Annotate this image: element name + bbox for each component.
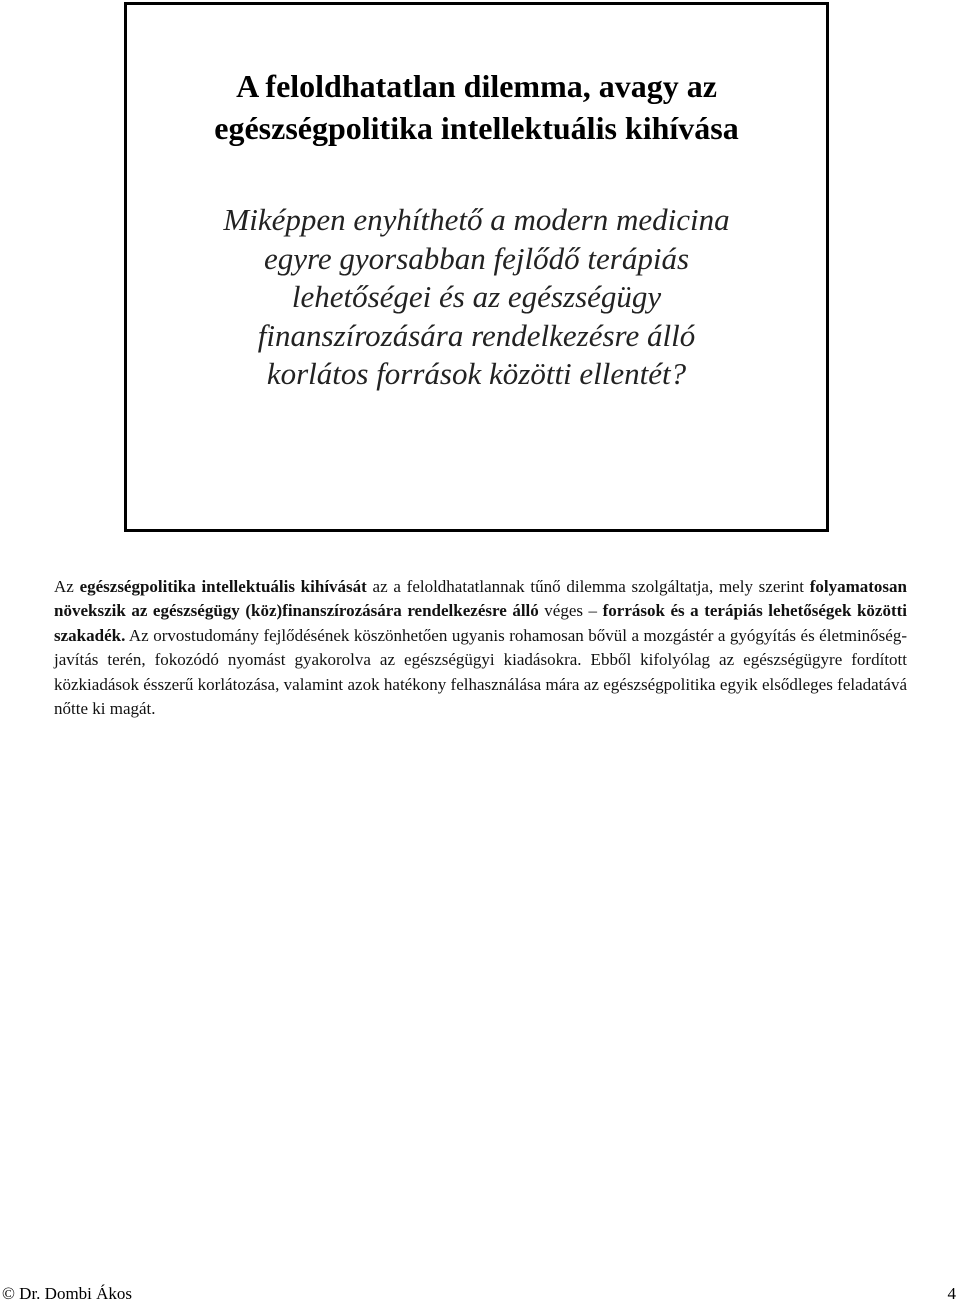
- body-text-segment: Az: [54, 577, 80, 596]
- slide-subtitle-line-5: korlátos források közötti ellentét?: [266, 356, 687, 391]
- body-text-segment: véges –: [538, 601, 603, 621]
- body-text-segment: Az orvostudomány fejlődésének köszönhetően ugyanis rohamosan bővül a mozgástér a gyógyítás és életminőség-javítás terén, fokozódó nyomást gyakorolva az egészségügyi kiadásokra. Ebből kifolyólag az egészségügyre fordított közkiadások ésszerű korlátozása, valamint azok hatékony felhasználása mára az egészségpolitika egyik elsődleges feladatává nőtte ki magát.: [54, 625, 907, 719]
- slide-subtitle-line-2: egyre gyorsabban fejlődő terápiás: [263, 240, 690, 276]
- slide-subtitle-line-4: finanszírozására rendelkezésre álló: [257, 317, 696, 353]
- body-bold-segment: források és a terápiás lehetőségek közötti szakadék.: [54, 601, 907, 645]
- slide-frame: [124, 2, 829, 532]
- slide-title-line-2: egészségpolitika intellektuális kihívása: [214, 110, 739, 146]
- body-paragraph: [54, 575, 907, 721]
- slide-title-line-1: A feloldhatatlan dilemma, avagy az: [236, 68, 717, 104]
- page-footer: [0, 1284, 960, 1304]
- footer-author: © Dr. Dombi Ákos: [2, 1284, 133, 1303]
- slide-title: [127, 65, 826, 149]
- body-text-segment: az a feloldhatatlannak tűnő dilemma szolgáltatja, mely szerint: [366, 577, 810, 596]
- slide-subtitle-line-3: lehetőségei és az egészségügy: [291, 279, 662, 314]
- slide-subtitle: [127, 201, 826, 394]
- body-bold-segment: egészségpolitika intellektuális kihívását: [79, 577, 367, 596]
- body-bold-segment: folyamatosan növekszik az egészségügy (köz)finanszírozására rendelkezésre álló: [54, 577, 907, 621]
- slide-subtitle-line-1: Miképpen enyhíthető a modern medicina: [223, 202, 730, 237]
- page-number: 4: [947, 1284, 956, 1303]
